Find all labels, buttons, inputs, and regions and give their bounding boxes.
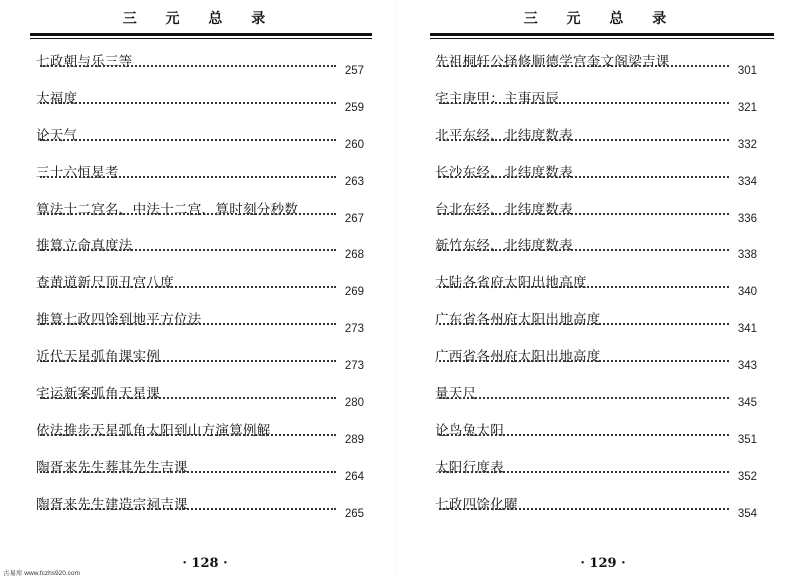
toc-leader (435, 212, 757, 225)
toc-entry (36, 118, 364, 155)
left-page (0, 0, 396, 579)
toc-page-number: 257 (344, 65, 364, 77)
toc-entry (36, 376, 364, 413)
toc-entry (435, 302, 757, 339)
toc-entry-title: 大福度 (36, 90, 78, 107)
toc-entry (435, 118, 757, 155)
toc-page-number: 273 (344, 360, 364, 373)
toc-page-number: 341 (737, 323, 757, 336)
header-rule-thin (30, 38, 372, 39)
toc-entry-title: 先祖桐轩公择修顺德学宫奎文阁梁吉课 (435, 54, 670, 70)
toc-entry-title: 新竹东经、北纬度数表 (435, 238, 573, 255)
running-header: 三 元 总 录 (523, 11, 679, 27)
toc-entry (36, 192, 364, 229)
toc-entry (435, 376, 757, 413)
toc-leader (36, 64, 364, 77)
toc-page-number: 289 (344, 433, 364, 446)
toc-entry-title: 大陆各省府太阳出地高度 (435, 275, 587, 292)
toc-leader (36, 470, 364, 483)
toc-page-number: 267 (344, 212, 364, 225)
toc-entry-title: 近代天星弧角课实例 (36, 349, 161, 366)
toc-leader (36, 212, 364, 225)
toc-page-number: 269 (344, 286, 364, 299)
toc-entry (435, 487, 757, 524)
toc-entry-title: 推算立命真度法 (36, 238, 133, 255)
toc-entry (435, 44, 757, 81)
header-rule-thin (430, 38, 774, 39)
toc-leader (36, 396, 364, 409)
toc-leader (435, 396, 757, 409)
toc-entry-title: 长沙东经、北纬度数表 (435, 164, 573, 181)
toc-entry-title: 七政朝与乐三等 (36, 54, 133, 70)
toc-entry (36, 339, 364, 376)
toc-leader (36, 101, 364, 114)
toc-entry (435, 339, 757, 376)
toc-page-number: 273 (344, 323, 364, 336)
toc-entry (36, 487, 364, 524)
toc-leader (36, 138, 364, 151)
header-rule-thick (30, 33, 372, 36)
toc-leader (435, 322, 757, 335)
toc-leader (36, 322, 364, 335)
toc-leader (435, 248, 757, 261)
toc-leader (36, 433, 364, 446)
toc-entry-title: 广东省各州府太阳出地高度 (435, 312, 601, 329)
toc-leader (435, 138, 757, 151)
toc-page-number: 336 (737, 212, 757, 225)
toc-leader (36, 285, 364, 298)
toc-entry-title: 依法推步天星弧角太阳到山方演算例解 (36, 422, 271, 439)
toc-entry (36, 155, 364, 192)
toc-entry-title: 论天气 (36, 127, 78, 144)
toc-page-number: 343 (737, 360, 757, 373)
toc-entry-title: 台北东经、北纬度数表 (435, 201, 573, 218)
toc-page-number: 301 (737, 65, 757, 77)
toc-entry-title: 推算七政四馀到地平方位法 (36, 312, 202, 329)
right-page (397, 0, 793, 579)
toc-page-number: 260 (344, 138, 364, 151)
toc-leader (36, 359, 364, 372)
toc-entry-title: 查黄道新尺顶丑宫八度 (36, 275, 174, 292)
toc-page-number: 280 (344, 397, 364, 410)
toc-entry-title: 太阳行度表 (435, 459, 504, 476)
toc-leader (435, 507, 757, 520)
toc-entry (435, 155, 757, 192)
toc-entry (36, 413, 364, 450)
toc-leader (435, 433, 757, 446)
header-rule-thick (430, 33, 774, 36)
toc-entry (435, 265, 757, 302)
toc-leader (435, 470, 757, 483)
toc-entry (435, 81, 757, 118)
toc-entry-title: 七政四馀化曜 (435, 496, 518, 513)
toc-page-number: 352 (737, 470, 757, 483)
toc-leader (435, 64, 757, 77)
toc-entry (36, 228, 364, 265)
toc-entry-title: 宅主庚甲：主事丙辰 (435, 90, 560, 107)
toc-entry-title: 陶胥来先生建造宗祠吉课 (36, 496, 188, 513)
toc-page-number: 340 (737, 286, 757, 299)
toc-entry-title: 量天尺 (435, 386, 477, 403)
toc-leader (36, 248, 364, 261)
toc-entry (36, 450, 364, 487)
toc-entry-title: 陶胥来先生葬其先生吉课 (36, 459, 188, 476)
toc-leader (36, 507, 364, 520)
toc-entry (435, 228, 757, 265)
toc-list (36, 44, 364, 524)
toc-leader (435, 285, 757, 298)
toc-entry (36, 44, 364, 81)
toc-page-number: 268 (344, 249, 364, 262)
toc-page-number: 265 (344, 507, 364, 520)
toc-entry-title: 北平东经、北纬度数表 (435, 127, 573, 144)
toc-page-number: 338 (737, 249, 757, 262)
toc-page-number: 321 (737, 101, 757, 114)
watermark: 古易库 www.fczhs920.com (3, 570, 80, 577)
toc-leader (435, 359, 757, 372)
toc-page-number: 354 (737, 507, 757, 520)
toc-page-number: 259 (344, 101, 364, 114)
toc-entry-title: 算法十二宫名、中法十二宫、算时刻分秒数 (36, 201, 299, 218)
toc-entry-title: 三十六恒星考 (36, 164, 119, 181)
running-header: 三 元 总 录 (122, 11, 278, 27)
toc-entry (36, 302, 364, 339)
toc-list (435, 44, 757, 524)
toc-leader (435, 101, 757, 114)
toc-entry-title: 论鸟兔太阳 (435, 422, 504, 439)
toc-page-number: 334 (737, 175, 757, 188)
toc-page-number: 345 (737, 397, 757, 410)
toc-page-number: 332 (737, 138, 757, 151)
toc-entry (435, 413, 757, 450)
toc-leader (435, 175, 757, 188)
toc-page-number: 263 (344, 175, 364, 188)
toc-entry (435, 450, 757, 487)
toc-entry-title: 广西省各州府太阳出地高度 (435, 349, 601, 366)
toc-entry-title: 宅运新案弧角天星课 (36, 386, 161, 403)
page-number: · 128 · (182, 556, 228, 571)
toc-page-number: 264 (344, 470, 364, 483)
toc-leader (36, 175, 364, 188)
toc-entry (435, 192, 757, 229)
toc-page-number: 351 (737, 433, 757, 446)
toc-entry (36, 265, 364, 302)
page-number: · 129 · (580, 556, 626, 571)
toc-entry (36, 81, 364, 118)
